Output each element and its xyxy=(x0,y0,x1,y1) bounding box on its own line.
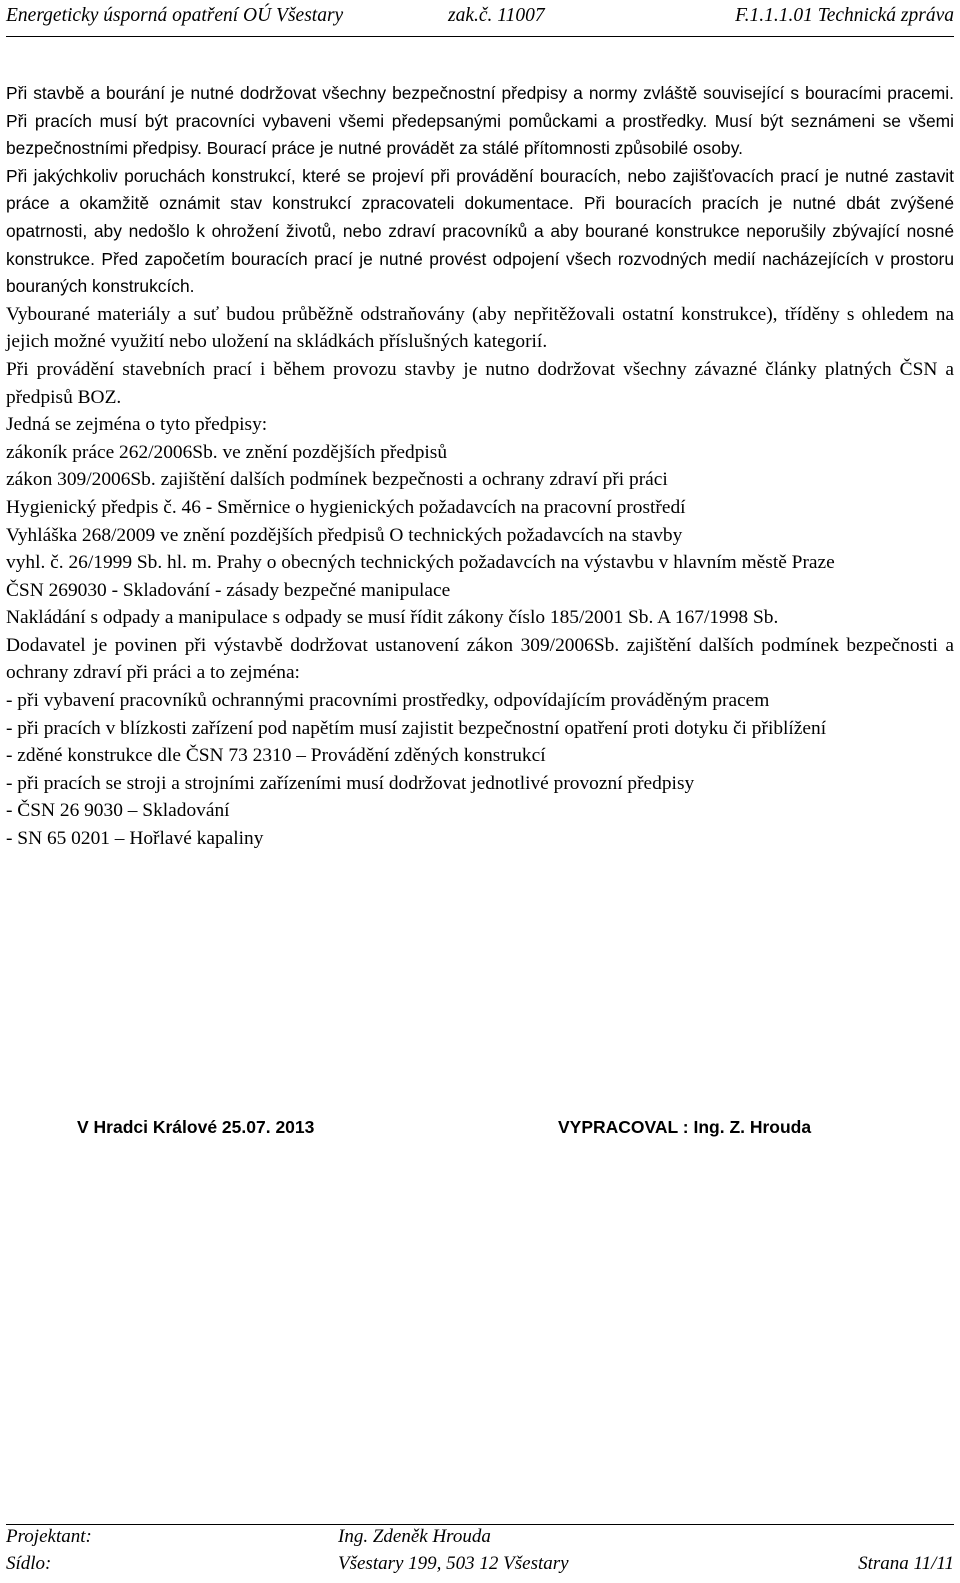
paragraph-waste: Nakládání s odpady a manipulace s odpady se musí řídit zákony číslo 185/2001 Sb. A 167/1998 Sb. xyxy=(6,607,779,629)
regulation-item: zákon 309/2006Sb. zajištění dalších podmínek bezpečnosti a ochrany zdraví při práci xyxy=(6,469,668,491)
regulation-item: ČSN 269030 - Skladování - zásady bezpečné manipulace xyxy=(6,579,451,601)
header-rule xyxy=(6,36,954,37)
paragraph-contractor: Dodavatel je povinen při výstavbě dodržovat ustanovení zákon 309/2006Sb. zajištění dalších podmínek bezpečnosti a ochrany zdraví při práci a to zejména: xyxy=(6,634,954,684)
header-job-number: zak.č. 11007 xyxy=(448,5,545,26)
contractor-item: - zděné konstrukce dle ČSN 73 2310 – Provádění zděných konstrukcí xyxy=(6,745,546,767)
regulation-item: Hygienický předpis č. 46 - Směrnice o hygienických požadavcích na pracovní prostředí xyxy=(6,496,686,518)
paragraph-debris: Vybourané materiály a suť budou průběžně odstraňovány (aby nepřitěžovali ostatní konstrukce), tříděny s ohledem na jejich možné využití nebo uložení na skládkách příslušných kategorií. xyxy=(6,303,954,353)
paragraph-regulations: Při provádění stavebních prací i během provozu stavby je nutno dodržovat všechny závazné články platných ČSN a předpisů BOZ. xyxy=(6,358,954,408)
footer-address: Všestary 199, 503 12 Všestary xyxy=(338,1553,569,1574)
header-title: Energeticky úsporná opatření OÚ Všestary xyxy=(6,5,344,26)
page-header xyxy=(6,3,954,31)
regulation-item: vyhl. č. 26/1999 Sb. hl. m. Prahy o obecných technických požadavcích na výstavbu v hlavním městě Praze xyxy=(6,552,835,574)
footer-designer-label: Projektant: xyxy=(6,1526,92,1547)
contractor-item: - ČSN 26 9030 – Skladování xyxy=(6,800,230,822)
footer-rule xyxy=(6,1524,954,1525)
sans-section xyxy=(6,80,954,301)
paragraph-demolition-safety: Při stavbě a bourání je nutné dodržovat všechny bezpečnostní předpisy a normy zvláště související s bouracími pracemi. Při pracích musí být pracovníci vybaveni všemi předepsanými pomůckami a prostředky. Musí být seznámeni se všemi bezpečnostními předpisy. Bourací práce je nutné provádět za stálé přítomnosti způsobilé osoby. xyxy=(6,83,954,159)
footer-seat-label: Sídlo: xyxy=(6,1553,52,1574)
serif-section xyxy=(6,301,954,853)
regulation-item: zákoník práce 262/2006Sb. ve znění pozdějších předpisů xyxy=(6,441,448,463)
footer-designer-name: Ing. Zdeněk Hrouda xyxy=(338,1526,491,1547)
place-date: V Hradci Králové 25.07. 2013 xyxy=(77,1117,315,1137)
contractor-item: - při vybavení pracovníků ochrannými pracovními prostředky, odpovídajícím prováděným pracem xyxy=(6,690,770,712)
regulations-intro: Jedná se zejména o tyto předpisy: xyxy=(6,414,268,436)
prepared-by: VYPRACOVAL : Ing. Z. Hrouda xyxy=(558,1117,812,1137)
footer-page-number: Strana 11/11 xyxy=(858,1553,954,1574)
contractor-item: - při pracích se stroji a strojními zařízeními musí dodržovat jednotlivé provozní předpisy xyxy=(6,772,695,794)
regulation-item: Vyhláška 268/2009 ve znění pozdějších předpisů O technických požadavcích na stavby xyxy=(6,524,683,546)
paragraph-structural-failures: Při jakýchkoliv poruchách konstrukcí, které se projeví při provádění bouracích, nebo zajišťovacích prací je nutné zastavit práce a okamžitě oznámit stav konstrukcí zpracovateli dokumentace. Při bouracích pracích je nutné dbát zvýšené opatrnosti, aby nedošlo k ohrožení životů, nebo zdraví pracovníků a aby bourané konstrukce neporušily zbývající nosné konstrukce. Před započetím bouracích prací je nutné provést odpojení všech rozvodných medií nacházejících v prostoru bouraných konstrukcích. xyxy=(6,165,954,297)
header-doc-code: F.1.1.1.01 Technická zpráva xyxy=(735,5,954,26)
document-body xyxy=(6,80,954,853)
contractor-item: - SN 65 0201 – Hořlavé kapaliny xyxy=(6,828,264,850)
contractor-item: - při pracích v blízkosti zařízení pod napětím musí zajistit bezpečnostní opatření proti dotyku či přiblížení xyxy=(6,717,827,739)
